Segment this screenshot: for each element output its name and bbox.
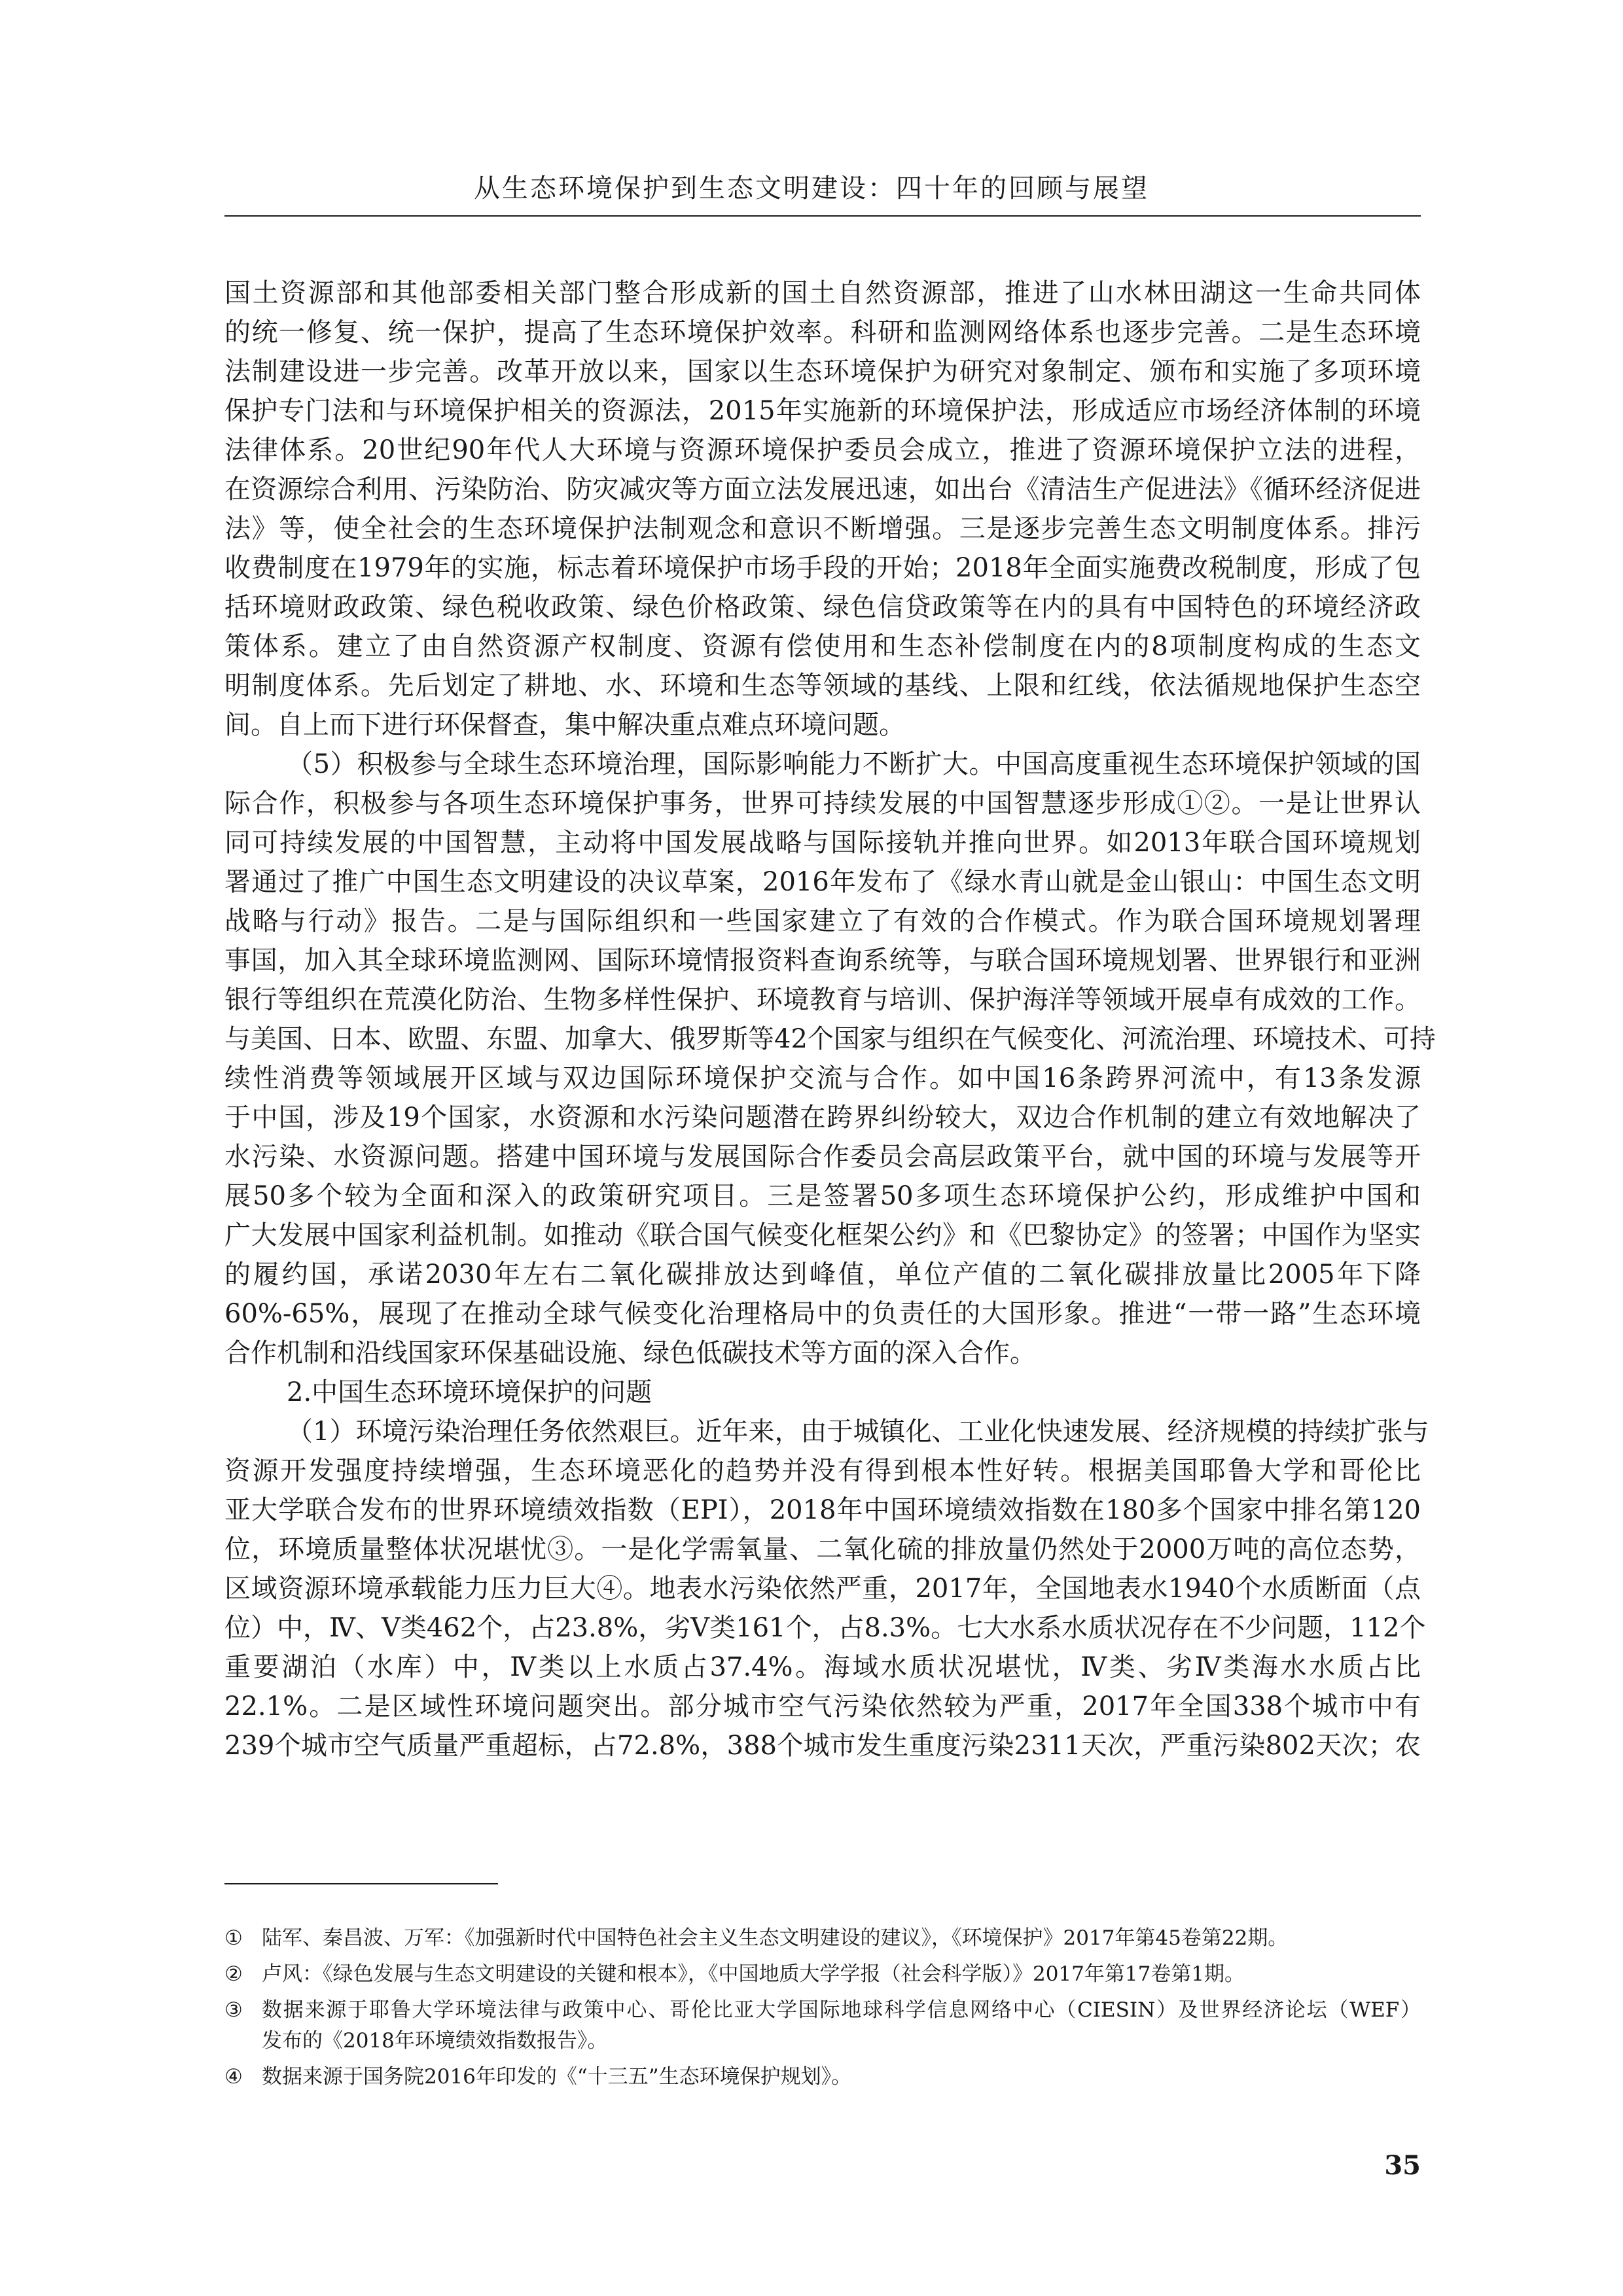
paragraph-start: （1）环境污染治理任务依然艰巨。近年来，由于城镇化、工业化快速发展、经济规模的持续扩张与	[287, 1417, 1429, 1447]
footnote-text: 数据来源于耶鲁大学环境法律与政策中心、哥伦比亚大学国际地球科学信息网络中心（CIESIN）及世界经济论坛（WEF）	[262, 1998, 1421, 2022]
text-line: 展50多个较为全面和深入的政策研究项目。三是签署50多项生态环境保护公约，形成维护中国和	[224, 1181, 1421, 1211]
footnote-marker: ③	[224, 1998, 243, 2022]
text-line: 署通过了推广中国生态文明建设的决议草案，2016年发布了《绿水青山就是金山银山：中国生态文明	[224, 867, 1421, 897]
text-line: 括环境财政政策、绿色税收政策、绿色价格政策、绿色信贷政策等在内的具有中国特色的环境经济政	[224, 592, 1421, 622]
footnote-marker: ②	[224, 1962, 243, 1986]
footnote-text: 卢风：《绿色发展与生态文明建设的关键和根本》，《中国地质大学学报（社会科学版）》2017年第17卷第1期。	[262, 1962, 1245, 1986]
text-line: 与美国、日本、欧盟、东盟、加拿大、俄罗斯等42个国家与组织在气候变化、河流治理、环境技术、可持	[224, 1024, 1436, 1054]
text-line: 重要湖泊（水库）中，Ⅳ类以上水质占37.4%。海域水质状况堪忧，Ⅳ类、劣Ⅳ类海水水质占比	[224, 1652, 1421, 1682]
text-line: 资源开发强度持续增强，生态环境恶化的趋势并没有得到根本性好转。根据美国耶鲁大学和哥伦比	[224, 1456, 1421, 1486]
text-line: 广大发展中国家利益机制。如推动《联合国气候变化框架公约》和《巴黎协定》的签署；中国作为坚实	[224, 1220, 1421, 1250]
paragraph-start: （5）积极参与全球生态环境治理，国际影响能力不断扩大。中国高度重视生态环境保护领域的国	[287, 749, 1421, 779]
text-line: 保护专门法和与环境保护相关的资源法，2015年实施新的环境保护法，形成适应市场经济体制的环境	[224, 396, 1421, 426]
footnote-text: 陆军、秦昌波、万军：《加强新时代中国特色社会主义生态文明建设的建议》，《环境保护》2017年第45卷第22期。	[262, 1926, 1289, 1950]
text-line: 收费制度在1979年的实施，标志着环境保护市场手段的开始；2018年全面实施费改税制度，形成了包	[224, 553, 1421, 583]
text-line: 法制建设进一步完善。改革开放以来，国家以生态环境保护为研究对象制定、颁布和实施了多项环境	[224, 357, 1421, 387]
text-line: 合作机制和沿线国家环保基础设施、绿色低碳技术等方面的深入合作。	[224, 1338, 1036, 1368]
footnote-marker: ①	[224, 1926, 243, 1950]
text-line: 法律体系。20世纪90年代人大环境与资源环境保护委员会成立，推进了资源环境保护立法的进程，	[224, 435, 1421, 465]
footnote-marker: ④	[224, 2065, 243, 2089]
text-line: 239个城市空气质量严重超标，占72.8%，388个城市发生重度污染2311天次，严重污染802天次；农	[224, 1731, 1421, 1761]
text-line: 的统一修复、统一保护，提高了生态环境保护效率。科研和监测网络体系也逐步完善。二是生态环境	[224, 317, 1421, 347]
text-line: 的履约国，承诺2030年左右二氧化碳排放达到峰值，单位产值的二氧化碳排放量比2005年下降	[224, 1260, 1421, 1290]
text-line: 法》等，使全社会的生态环境保护法制观念和意识不断增强。三是逐步完善生态文明制度体系。排污	[224, 514, 1421, 544]
page-number: 35	[1384, 2150, 1421, 2181]
text-line: 水污染、水资源问题。搭建中国环境与发展国际合作委员会高层政策平台，就中国的环境与发展等开	[224, 1142, 1421, 1172]
running-header: 从生态环境保护到生态文明建设：四十年的回顾与展望	[474, 173, 1149, 203]
text-line: 位）中，Ⅳ、Ⅴ类462个，占23.8%，劣Ⅴ类161个，占8.3%。七大水系水质状况存在不少问题，112个	[224, 1613, 1426, 1643]
footnote-rule	[224, 1883, 498, 1884]
section-heading: 2.中国生态环境环境保护的问题	[287, 1377, 652, 1407]
text-line: 国土资源部和其他部委相关部门整合形成新的国土自然资源部，推进了山水林田湖这一生命共同体	[224, 278, 1421, 308]
text-line: 同可持续发展的中国智慧，主动将中国发展战略与国际接轨并推向世界。如2013年联合国环境规划	[224, 828, 1421, 858]
text-line: 事国，加入其全球环境监测网、国际环境情报资料查询系统等，与联合国环境规划署、世界银行和亚洲	[224, 945, 1421, 976]
text-line: 60%-65%，展现了在推动全球气候变化治理格局中的负责任的大国形象。推进“一带一路”生态环境	[224, 1299, 1421, 1329]
text-line: 22.1%。二是区域性环境问题突出。部分城市空气污染依然较为严重，2017年全国338个城市中有	[224, 1691, 1421, 1722]
text-line: 间。自上而下进行环保督查，集中解决重点难点环境问题。	[224, 710, 905, 740]
text-line: 在资源综合利用、污染防治、防灾减灾等方面立法发展迅速，如出台《清洁生产促进法》《循环经济促进	[224, 474, 1421, 504]
text-line: 于中国，涉及19个国家，水资源和水污染问题潜在跨界纠纷较大，双边合作机制的建立有效地解决了	[224, 1103, 1421, 1133]
footnote-text: 发布的《2018年环境绩效指数报告》。	[262, 2029, 608, 2053]
header-rule	[224, 215, 1421, 217]
text-line: 亚大学联合发布的世界环境绩效指数（EPI），2018年中国环境绩效指数在180多个国家中排名第120	[224, 1495, 1421, 1525]
text-line: 银行等组织在荒漠化防治、生物多样性保护、环境教育与培训、保护海洋等领域开展卓有成效的工作。	[224, 985, 1421, 1015]
text-line: 明制度体系。先后划定了耕地、水、环境和生态等领域的基线、上限和红线，依法循规地保护生态空	[224, 671, 1421, 701]
text-line: 际合作，积极参与各项生态环境保护事务，世界可持续发展的中国智慧逐步形成①②。一是让世界认	[224, 788, 1421, 819]
footnote-text: 数据来源于国务院2016年印发的《“十三五”生态环境保护规划》。	[262, 2065, 852, 2089]
text-line: 区域资源环境承载能力压力巨大④。地表水污染依然严重，2017年，全国地表水1940个水质断面（点	[224, 1574, 1421, 1604]
text-line: 战略与行动》报告。二是与国际组织和一些国家建立了有效的合作模式。作为联合国环境规划署理	[224, 906, 1421, 936]
text-line: 策体系。建立了由自然资源产权制度、资源有偿使用和生态补偿制度在内的8项制度构成的生态文	[224, 631, 1421, 662]
text-line: 位，环境质量整体状况堪忧③。一是化学需氧量、二氧化硫的排放量仍然处于2000万吨的高位态势，	[224, 1534, 1421, 1564]
text-line: 续性消费等领域展开区域与双边国际环境保护交流与合作。如中国16条跨界河流中，有13条发源	[224, 1063, 1421, 1093]
